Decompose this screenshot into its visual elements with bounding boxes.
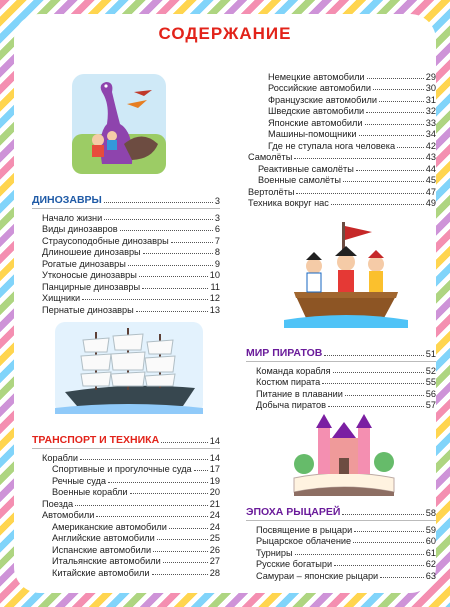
section-knights[interactable]: ЭПОХА РЫЦАРЕЙ 58 (246, 504, 436, 521)
toc-entry[interactable]: Немецкие автомобили 29 (268, 71, 436, 82)
toc-entry[interactable]: Длиношеие динозавры 8 (42, 247, 220, 257)
toc-entry[interactable]: Костюм пирата 55 (256, 377, 436, 387)
toc-entry[interactable]: Японские автомобили 33 (268, 117, 436, 128)
toc-entry[interactable]: Страусоподобные динозавры 7 (42, 235, 220, 246)
section-dinosaurs-page: 3 (214, 196, 220, 206)
toc-entry[interactable]: Военные корабли 20 (52, 487, 220, 497)
toc-entry[interactable]: Самолёты 43 (248, 152, 436, 162)
toc-entry[interactable]: Речные суда 19 (52, 475, 220, 486)
toc-entry[interactable]: Питание в плавании 56 (256, 388, 436, 399)
toc-entry[interactable]: Военные самолёты 45 (258, 175, 436, 185)
toc-entry[interactable]: Турниры 61 (256, 547, 436, 558)
toc-entry[interactable]: Рогатые динозавры 9 (42, 258, 220, 269)
toc-entry[interactable]: Русские богатыри 62 (256, 559, 436, 569)
toc-entry[interactable]: Шведские автомобили 32 (268, 106, 436, 116)
toc-entry[interactable]: Самураи – японские рыцари 63 (256, 570, 436, 581)
toc-entry[interactable]: Машины-помощники 34 (268, 129, 436, 139)
sailing-ship-illustration (55, 322, 203, 414)
toc-entry[interactable]: Спортивные и прогулочные суда 17 (52, 464, 220, 474)
toc-entry[interactable]: Рыцарское облачение 60 (256, 536, 436, 546)
page-title: СОДЕРЖАНИЕ (158, 24, 292, 43)
toc-entry[interactable]: Вертолёты 47 (248, 186, 436, 197)
toc-entry[interactable]: Китайские автомобили 28 (52, 567, 220, 578)
section-dinosaurs-title: ДИНОЗАВРЫ (32, 194, 102, 206)
toc-entry[interactable]: Поезда 21 (42, 498, 220, 509)
toc-entry[interactable]: Команда корабля 52 (256, 365, 436, 376)
toc-entry[interactable]: Утконосые динозавры 10 (42, 270, 220, 280)
toc-entry[interactable]: Панцирные динозавры 11 (42, 281, 220, 292)
dinosaur-illustration (72, 74, 166, 174)
toc-entry[interactable]: Где не ступала нога человека 42 (268, 140, 436, 151)
toc-entry[interactable]: Американские автомобили 24 (52, 521, 220, 532)
toc-entry[interactable]: Испанские автомобили 26 (52, 544, 220, 555)
toc-entry[interactable]: Посвящение в рыцари 59 (256, 524, 436, 535)
toc-entry[interactable]: Техника вокруг нас 49 (248, 198, 436, 208)
section-pirates[interactable]: МИР ПИРАТОВ 51 (246, 345, 436, 362)
toc-entry[interactable]: Корабли 14 (42, 452, 220, 463)
pirates-on-boat-illustration (284, 222, 408, 328)
toc-entry[interactable]: Итальянские автомобили 27 (52, 556, 220, 566)
section-knights-title: ЭПОХА РЫЦАРЕЙ (246, 506, 341, 518)
section-pirates-title: МИР ПИРАТОВ (246, 347, 323, 359)
toc-entry[interactable]: Английские автомобили 25 (52, 533, 220, 543)
toc-entry[interactable]: Автомобили 24 (42, 510, 220, 520)
toc-entry[interactable]: Реактивные самолёты 44 (258, 163, 436, 174)
toc-entry[interactable]: Пернатые динозавры 13 (42, 304, 220, 315)
section-transport[interactable]: ТРАНСПОРТ И ТЕХНИКА 14 (32, 432, 220, 449)
section-dinosaurs[interactable] (32, 192, 220, 209)
fairytale-castle-book-illustration (288, 412, 400, 498)
toc-entry[interactable]: Начало жизни 3 (42, 212, 220, 223)
toc-entry[interactable]: Виды динозавров 6 (42, 224, 220, 234)
toc-entry[interactable]: Добыча пиратов 57 (256, 400, 436, 410)
toc-entry[interactable]: Французские автомобили 31 (268, 94, 436, 105)
toc-entry[interactable]: Российские автомобили 30 (268, 83, 436, 93)
toc-entry[interactable]: Хищники 12 (42, 293, 220, 303)
section-transport-title: ТРАНСПОРТ И ТЕХНИКА (32, 434, 160, 446)
